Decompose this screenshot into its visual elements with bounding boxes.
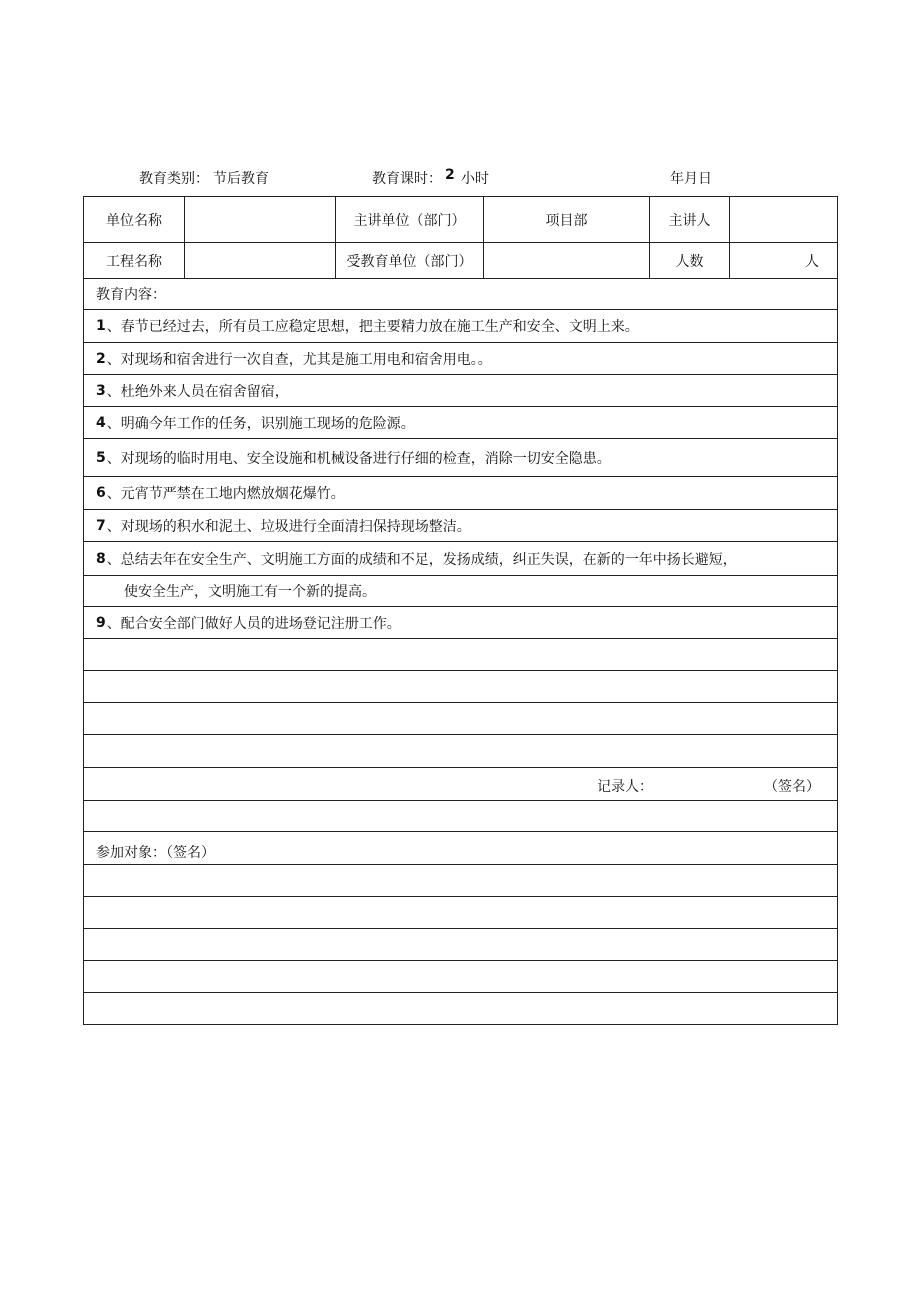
item-number: 8 <box>96 550 106 567</box>
lecturer-value[interactable] <box>730 197 837 242</box>
unit-name-value[interactable] <box>185 197 336 242</box>
educated-unit-value[interactable] <box>484 243 650 278</box>
item-text: 、对现场的临时用电、安全设施和机械设备进行仔细的检查，消除一切安全隐患。 <box>106 450 611 467</box>
content-item-2 <box>84 343 837 375</box>
category-value: 节后教育 <box>213 171 269 187</box>
recorder-row <box>84 768 837 801</box>
blank-line[interactable] <box>84 671 837 703</box>
blank-line[interactable] <box>84 735 837 768</box>
item-text: 、明确今年工作的任务，识别施工现场的危险源。 <box>106 415 415 432</box>
signature-line[interactable] <box>84 929 837 961</box>
content-label-row <box>84 279 837 310</box>
content-item-6 <box>84 477 837 510</box>
hours-value: 2 <box>445 167 455 183</box>
info-row-2 <box>84 243 837 279</box>
recorder-sign-hint: （签名） <box>764 779 820 795</box>
lecturer-label: 主讲人 <box>650 197 730 242</box>
signature-line[interactable] <box>84 961 837 993</box>
project-name-label: 工程名称 <box>84 243 185 278</box>
hours-label: 教育课时： <box>372 171 442 187</box>
item-number: 7 <box>96 517 106 534</box>
count-label: 人数 <box>650 243 730 278</box>
lecture-unit-value[interactable]: 项目部 <box>484 197 650 242</box>
content-item-8 <box>84 542 837 576</box>
item-text: 、总结去年在安全生产、文明施工方面的成绩和不足，发扬成绩，纠正失误，在新的一年中扬长避短， <box>106 551 737 568</box>
item-text: 、元宵节严禁在工地内燃放烟花爆竹。 <box>106 486 345 502</box>
signature-line[interactable] <box>84 993 837 1024</box>
item-number: 5 <box>96 449 106 466</box>
item-number: 1 <box>96 318 106 334</box>
participants-label: 参加对象：（签名） <box>96 845 215 861</box>
educated-unit-label: 受教育单位（部门） <box>336 243 484 278</box>
date-label: 年月日 <box>670 171 712 187</box>
content-label: 教育内容： <box>96 287 166 303</box>
content-item-7 <box>84 510 837 542</box>
item-continuation-text: 使安全生产，文明施工有一个新的提高。 <box>124 584 376 600</box>
info-row-1 <box>84 197 837 243</box>
unit-name-label: 单位名称 <box>84 197 185 242</box>
content-item-3 <box>84 375 837 407</box>
form-header <box>0 168 920 190</box>
recorder-label: 记录人： <box>597 779 653 795</box>
item-number: 2 <box>96 350 106 367</box>
participants-row <box>84 832 837 865</box>
item-number: 4 <box>96 414 106 431</box>
content-item-5 <box>84 439 837 477</box>
item-text: 、对现场的积水和泥土、垃圾进行全面清扫保持现场整洁。 <box>106 518 471 535</box>
content-item-8-continuation <box>84 576 837 607</box>
blank-line[interactable] <box>84 703 837 735</box>
category-label: 教育类别： <box>139 171 209 187</box>
content-item-4 <box>84 407 837 439</box>
item-text: 、对现场和宿舍进行一次自查，尤其是施工用电和宿舍用电。。 <box>106 351 492 368</box>
item-number: 6 <box>96 485 106 501</box>
count-unit[interactable]: 人 <box>805 253 819 270</box>
blank-line[interactable] <box>84 639 837 671</box>
item-number: 3 <box>96 382 106 399</box>
item-text: 、杜绝外来人员在宿舍留宿， <box>106 383 289 400</box>
hours-unit: 小时 <box>461 171 489 187</box>
project-name-value[interactable] <box>185 243 336 278</box>
content-item-9 <box>84 607 837 639</box>
signature-line[interactable] <box>84 865 837 897</box>
blank-line[interactable] <box>84 801 837 832</box>
item-number: 9 <box>96 614 106 631</box>
signature-line[interactable] <box>84 897 837 929</box>
content-item-1 <box>84 310 837 343</box>
lecture-unit-label: 主讲单位（部门） <box>336 197 484 242</box>
item-text: 、春节已经过去，所有员工应稳定思想，把主要精力放在施工生产和安全、文明上来。 <box>106 319 639 335</box>
item-text: 、配合安全部门做好人员的进场登记注册工作。 <box>106 615 401 632</box>
education-record-form <box>83 196 838 1025</box>
